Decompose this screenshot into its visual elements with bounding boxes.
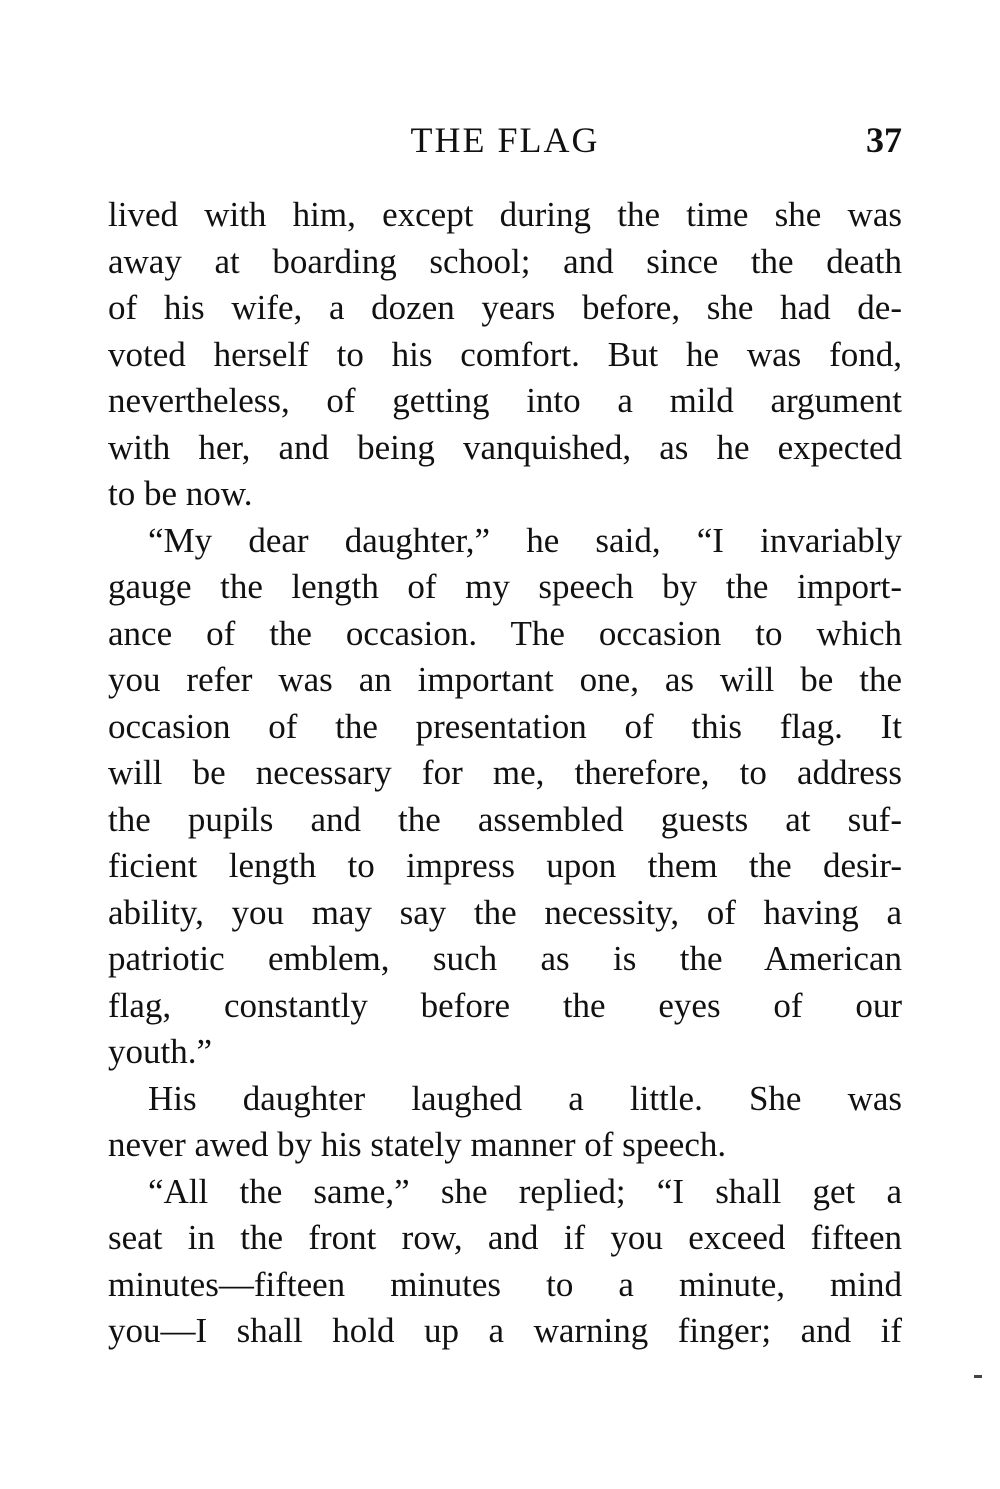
- text-line: you—I shall hold up a warning finger; and if: [108, 1311, 902, 1350]
- body-text: [108, 192, 902, 1355]
- paragraph: [108, 518, 902, 1076]
- text-line: to be now.: [108, 474, 253, 513]
- text-line: ability, you may say the necessity, of having a: [108, 892, 902, 932]
- text-line: the pupils and the assembled guests at suf-: [108, 799, 902, 839]
- text-line: never awed by his stately manner of speech.: [108, 1125, 727, 1164]
- text-line: His daughter laughed a little. She was: [148, 1078, 902, 1118]
- paragraph: [108, 1076, 902, 1169]
- text-line: seat in the front row, and if you exceed fifteen: [108, 1218, 902, 1257]
- text-line: will be necessary for me, therefore, to address: [108, 753, 902, 792]
- page-number: 37: [866, 120, 902, 160]
- text-line: voted herself to his comfort. But he was fond,: [108, 334, 902, 374]
- text-line: nevertheless, of getting into a mild argument: [108, 381, 902, 420]
- print-speck: [974, 1375, 982, 1378]
- text-line: of his wife, a dozen years before, she had de-: [108, 288, 902, 327]
- paragraph: [108, 192, 902, 518]
- text-line: occasion of the presentation of this flag. It: [108, 706, 902, 746]
- text-line: gauge the length of my speech by the import-: [108, 567, 902, 606]
- text-line: patriotic emblem, such as is the American: [108, 939, 902, 978]
- text-line: away at boarding school; and since the death: [108, 241, 902, 281]
- text-line: minutes—fifteen minutes to a minute, mind: [108, 1264, 902, 1304]
- text-line: ance of the occasion. The occasion to which: [108, 613, 902, 653]
- text-line: youth.”: [108, 1032, 213, 1071]
- paragraph: [108, 1169, 902, 1355]
- text-line: “My dear daughter,” he said, “I invariably: [148, 520, 902, 560]
- text-line: flag, constantly before the eyes of our: [108, 985, 902, 1025]
- text-line: lived with him, except during the time she was: [108, 195, 902, 234]
- running-title: THE FLAG: [410, 120, 600, 160]
- text-line: with her, and being vanquished, as he expected: [108, 427, 902, 467]
- text-line: ficient length to impress upon them the desir-: [108, 846, 902, 885]
- running-head: [108, 114, 902, 166]
- text-line: you refer was an important one, as will be the: [108, 660, 902, 699]
- text-line: “All the same,” she replied; “I shall get a: [148, 1171, 902, 1211]
